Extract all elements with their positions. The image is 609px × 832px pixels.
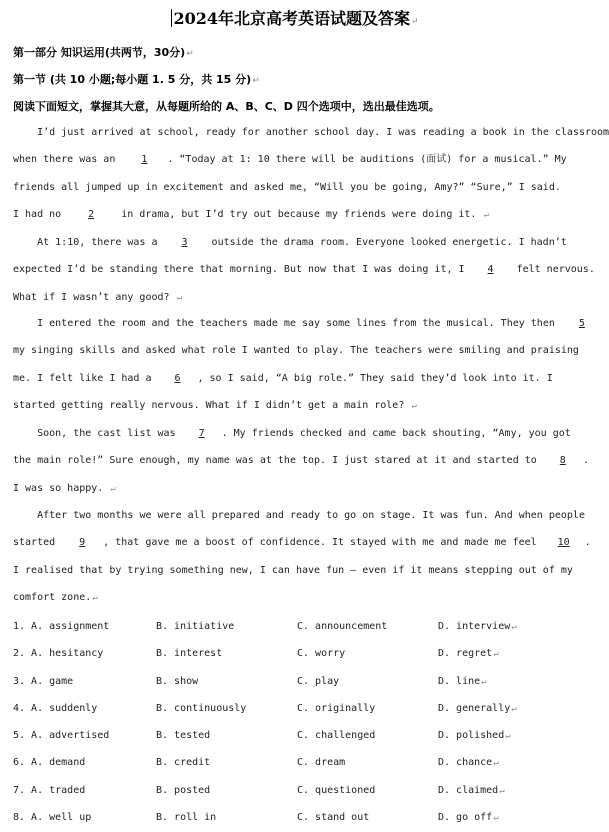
line-text: felt nervous. bbox=[510, 264, 595, 276]
passage-paragraph-4 bbox=[13, 420, 589, 502]
option-a[interactable]: 3. A. game bbox=[13, 675, 74, 687]
option-d[interactable] bbox=[438, 640, 499, 668]
blank-1[interactable]: 1 bbox=[141, 154, 148, 166]
paragraph-mark-icon: ↵ bbox=[493, 813, 499, 824]
option-a[interactable]: 6. A. demand bbox=[13, 757, 86, 769]
option-b[interactable]: B. posted bbox=[156, 784, 211, 796]
passage-line bbox=[13, 420, 583, 447]
passage-paragraph-3 bbox=[13, 310, 583, 419]
option-d-text: D. line bbox=[438, 675, 481, 687]
line-text: in drama, but I’d try out because my friends were doing it. bbox=[115, 208, 483, 220]
line-text: I had no bbox=[13, 208, 68, 220]
option-c[interactable]: C. announcement bbox=[297, 621, 388, 632]
passage-line bbox=[13, 447, 589, 474]
option-c[interactable]: C. worry bbox=[297, 648, 346, 660]
line-text: . My friends checked and came back shouting, “Amy, you got bbox=[221, 428, 571, 439]
option-b[interactable]: B. credit bbox=[156, 757, 211, 769]
option-d[interactable] bbox=[438, 695, 517, 723]
paragraph-mark-icon: ↵ bbox=[176, 292, 182, 303]
passage-paragraph-5 bbox=[13, 502, 591, 611]
passage-line bbox=[13, 529, 591, 556]
option-a[interactable]: 1. A. assignment bbox=[13, 621, 110, 632]
option-d-text: D. regret bbox=[438, 648, 493, 660]
paragraph-mark-icon: ↵ bbox=[499, 785, 505, 796]
passage-line bbox=[13, 365, 583, 392]
line-text: I’d just arrived at school, ready for another school day. I was reading a book in the classroom bbox=[37, 127, 609, 138]
passage-line bbox=[13, 392, 583, 419]
paragraph-mark-icon: ↵ bbox=[92, 592, 98, 603]
line-text: I realised that by trying something new, I can have fun — even if it means stepping out of my bbox=[13, 564, 573, 576]
question-row bbox=[13, 749, 583, 776]
option-d[interactable] bbox=[438, 777, 505, 805]
question-row bbox=[13, 695, 583, 722]
blank-10[interactable]: 10 bbox=[557, 537, 570, 549]
option-b[interactable]: B. tested bbox=[156, 730, 211, 742]
paragraph-mark-icon: ↵ bbox=[411, 17, 419, 27]
section-heading-text: 第一节 (共 10 小题;每小题 1. 5 分，共 15 分) bbox=[13, 73, 252, 86]
line-text: , so I said, “A big role.” They said they’d look into it. I bbox=[197, 372, 553, 384]
option-d-text: D. chance bbox=[438, 757, 493, 769]
line-text: comfort zone. bbox=[13, 591, 92, 603]
line-text: the main role!” Sure enough, my name was at the top. I just stared at it and started to bbox=[13, 455, 543, 467]
instruction-body: 阅读下面短文，掌握其大意，从每题所给的 A、B、C、D 四个选项中，选出最佳选项。 bbox=[13, 100, 440, 113]
instruction-text bbox=[13, 98, 440, 114]
part-heading-text: 第一部分 知识运用(共两节，30分) bbox=[13, 46, 186, 59]
blank-2[interactable]: 2 bbox=[88, 208, 95, 220]
passage-line bbox=[13, 502, 583, 529]
blank-5[interactable]: 5 bbox=[578, 318, 585, 329]
option-c[interactable]: C. questioned bbox=[297, 784, 376, 796]
option-d[interactable] bbox=[438, 722, 511, 750]
line-text: Soon, the cast list was bbox=[37, 428, 182, 439]
option-d[interactable] bbox=[438, 749, 499, 777]
paragraph-mark-icon: ↵ bbox=[511, 703, 517, 714]
option-b[interactable]: B. interest bbox=[156, 648, 223, 660]
passage-line bbox=[13, 146, 583, 173]
blank-7[interactable]: 7 bbox=[198, 428, 205, 439]
paragraph-mark-icon: ↵ bbox=[110, 483, 116, 494]
line-text: After two months we were all prepared and ready to go on stage. It was fun. And when people bbox=[37, 510, 585, 521]
option-c[interactable]: C. challenged bbox=[297, 730, 376, 742]
line-text: friends all jumped up in excitement and asked me, “Will you be going, Amy?” “Sure,” I said. bbox=[13, 181, 561, 193]
question-row bbox=[13, 804, 583, 831]
line-text: expected I’d be standing there that morning. But now that I was doing it, I bbox=[13, 264, 471, 276]
paragraph-mark-icon: ↵ bbox=[186, 49, 194, 59]
option-d-text: D. generally bbox=[438, 702, 511, 714]
passage-line bbox=[13, 475, 583, 502]
passage-paragraph-1 bbox=[13, 119, 609, 228]
question-row bbox=[13, 722, 583, 749]
passage-line bbox=[13, 557, 583, 584]
passage-line bbox=[13, 310, 583, 337]
line-text: started bbox=[13, 537, 62, 549]
title-text: 2024年北京高考英语试题及答案 bbox=[173, 9, 410, 28]
question-row bbox=[13, 668, 583, 695]
option-a[interactable]: 2. A. hesitancy bbox=[13, 648, 104, 660]
option-a[interactable]: 4. A. suddenly bbox=[13, 702, 98, 714]
line-text: my singing skills and asked what role I wanted to play. The teachers were smiling and praising bbox=[13, 345, 579, 357]
option-c[interactable]: C. play bbox=[297, 675, 340, 687]
line-text: What if I wasn’t any good? bbox=[13, 291, 176, 303]
question-row bbox=[13, 640, 583, 667]
line-text: I entered the room and the teachers made me say some lines from the musical. They then bbox=[37, 318, 561, 329]
option-b[interactable]: B. continuously bbox=[156, 702, 247, 714]
option-b[interactable]: B. show bbox=[156, 675, 199, 687]
paragraph-mark-icon: ↵ bbox=[505, 731, 511, 742]
line-text: . bbox=[584, 537, 591, 549]
paragraph-mark-icon: ↵ bbox=[511, 622, 517, 632]
paragraph-mark-icon: ↵ bbox=[493, 649, 499, 660]
blank-8[interactable]: 8 bbox=[559, 455, 566, 467]
line-text: when there was an bbox=[13, 154, 122, 166]
passage-line bbox=[13, 284, 583, 311]
passage-line bbox=[13, 119, 609, 146]
paragraph-mark-icon: ↵ bbox=[481, 676, 487, 687]
option-a[interactable]: 8. A. well up bbox=[13, 812, 92, 824]
option-d-text: D. polished bbox=[438, 730, 505, 742]
part-heading bbox=[13, 44, 194, 60]
passage-line bbox=[13, 174, 583, 201]
line-text: outside the drama room. Everyone looked energetic. I hadn’t bbox=[205, 237, 567, 248]
option-d[interactable] bbox=[438, 613, 517, 641]
option-d-text: D. interview bbox=[438, 621, 511, 632]
option-a[interactable]: 5. A. advertised bbox=[13, 730, 110, 742]
blank-4[interactable]: 4 bbox=[487, 264, 494, 276]
blank-3[interactable]: 3 bbox=[181, 237, 188, 248]
paragraph-mark-icon: ↵ bbox=[493, 758, 499, 769]
option-b[interactable]: B. initiative bbox=[156, 621, 235, 632]
line-text: . “Today at 1: 10 there will be auditions (面试) for a musical.” My bbox=[167, 154, 567, 166]
passage-line bbox=[13, 229, 583, 256]
blank-6[interactable]: 6 bbox=[174, 372, 181, 384]
option-c[interactable]: C. stand out bbox=[297, 812, 370, 824]
option-d-text: D. claimed bbox=[438, 784, 499, 796]
option-b[interactable]: B. roll in bbox=[156, 812, 217, 824]
option-d[interactable] bbox=[438, 804, 499, 832]
line-text: started getting really nervous. What if I didn’t get a main role? bbox=[13, 399, 411, 411]
document-title bbox=[0, 6, 590, 29]
line-text: , that gave me a boost of confidence. It stayed with me and made me feel bbox=[103, 537, 543, 549]
question-row bbox=[13, 613, 583, 640]
passage-line bbox=[13, 256, 595, 283]
option-d[interactable] bbox=[438, 668, 487, 696]
line-text: At 1:10, there was a bbox=[37, 237, 164, 248]
question-row bbox=[13, 777, 583, 804]
line-text: . bbox=[582, 455, 589, 467]
option-d-text: D. go off bbox=[438, 812, 493, 824]
passage-line bbox=[13, 337, 583, 364]
question-options bbox=[13, 613, 583, 831]
paragraph-mark-icon: ↵ bbox=[252, 76, 260, 86]
option-c[interactable]: C. dream bbox=[297, 757, 346, 769]
passage-paragraph-2 bbox=[13, 229, 595, 311]
paragraph-mark-icon: ↵ bbox=[411, 400, 417, 411]
passage-line bbox=[13, 584, 583, 611]
line-text: I was so happy. bbox=[13, 482, 110, 494]
option-a[interactable]: 7. A. traded bbox=[13, 784, 86, 796]
option-c[interactable]: C. originally bbox=[297, 702, 376, 714]
line-text: me. I felt like I had a bbox=[13, 372, 158, 384]
passage-line bbox=[13, 201, 583, 228]
blank-9[interactable]: 9 bbox=[79, 537, 86, 549]
paragraph-mark-icon: ↵ bbox=[483, 209, 489, 220]
section-heading bbox=[13, 71, 260, 87]
